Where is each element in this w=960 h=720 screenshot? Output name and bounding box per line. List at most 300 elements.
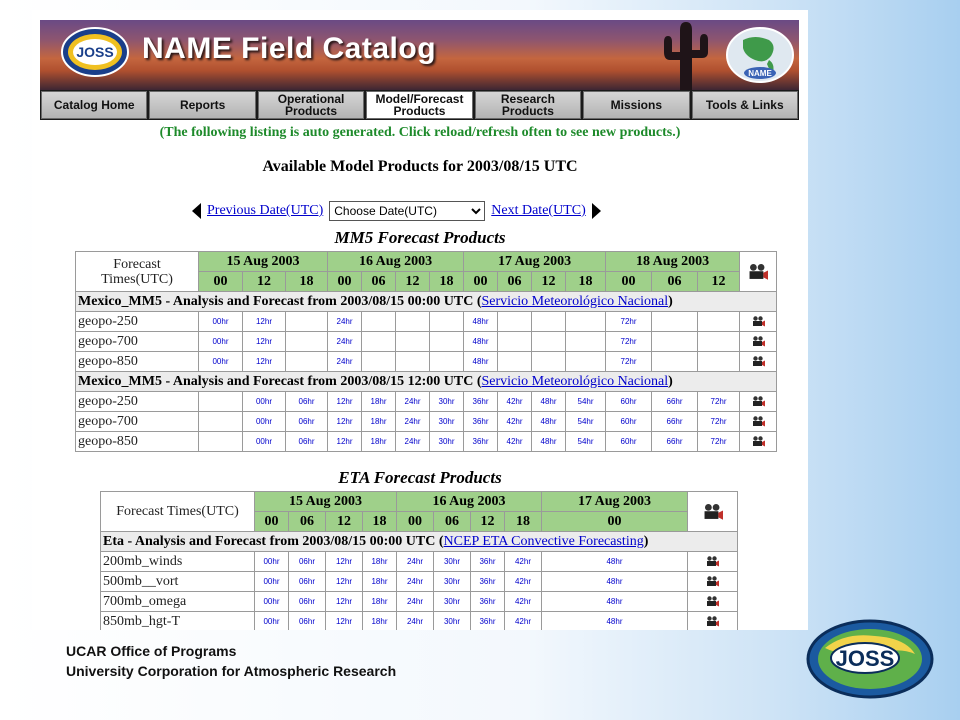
forecast-hour-link[interactable]: 48hr bbox=[606, 557, 623, 566]
hour-header: 18 bbox=[286, 272, 328, 292]
forecast-cell bbox=[199, 432, 243, 452]
forecast-hour-link[interactable]: 18hr bbox=[370, 397, 387, 406]
forecast-cell bbox=[430, 392, 464, 412]
previous-arrow-icon[interactable] bbox=[192, 203, 201, 219]
forecast-hour-link[interactable]: 30hr bbox=[443, 577, 460, 586]
forecast-cell bbox=[505, 592, 542, 612]
forecast-hour-link[interactable]: 30hr bbox=[438, 397, 455, 406]
next-arrow-icon[interactable] bbox=[592, 203, 601, 219]
forecast-cell bbox=[397, 572, 434, 592]
choose-date-select[interactable] bbox=[329, 201, 485, 221]
forecast-hour-link[interactable]: 00hr bbox=[263, 557, 280, 566]
forecast-cell bbox=[505, 552, 542, 572]
hour-header: 18 bbox=[566, 272, 606, 292]
hour-header: 00 bbox=[542, 512, 688, 532]
forecast-hour-link[interactable]: 30hr bbox=[438, 437, 455, 446]
source-link[interactable]: Servicio Meteorológico Nacional bbox=[481, 293, 669, 309]
product-name: 700mb_omega bbox=[101, 592, 255, 612]
forecast-cell bbox=[464, 352, 498, 372]
forecast-hour-link[interactable]: 24hr bbox=[406, 617, 423, 626]
forecast-hour-link[interactable]: 30hr bbox=[438, 417, 455, 426]
forecast-hour-link[interactable]: 42hr bbox=[514, 577, 531, 586]
forecast-cell bbox=[362, 352, 396, 372]
table-row bbox=[76, 432, 777, 452]
auto-generated-notice: (The following listing is auto generated. Click reload/refresh often to see new products.) bbox=[159, 125, 681, 140]
forecast-cell bbox=[199, 312, 243, 332]
hour-header: 06 bbox=[434, 512, 471, 532]
product-name: geopo-700 bbox=[76, 332, 199, 352]
forecast-hour-link[interactable]: 12hr bbox=[335, 597, 352, 606]
forecast-hour-link[interactable]: 00hr bbox=[212, 357, 229, 366]
product-name: geopo-700 bbox=[76, 412, 199, 432]
forecast-hour-link[interactable]: 42hr bbox=[514, 617, 531, 626]
forecast-cell bbox=[328, 332, 362, 352]
table-row bbox=[76, 412, 777, 432]
forecast-cell bbox=[362, 312, 396, 332]
day-header: 16 Aug 2003 bbox=[397, 492, 542, 512]
forecast-hour-link[interactable]: 12hr bbox=[255, 357, 272, 366]
forecast-hour-link[interactable]: 12hr bbox=[255, 317, 272, 326]
hour-header: 12 bbox=[471, 512, 505, 532]
movie-camera-icon[interactable] bbox=[752, 356, 765, 367]
forecast-cell bbox=[566, 412, 606, 432]
animation-cell bbox=[740, 332, 777, 352]
joss-footer-logo-icon bbox=[805, 618, 935, 700]
forecast-cell bbox=[255, 572, 289, 592]
forecast-hour-link[interactable]: 72hr bbox=[620, 337, 637, 346]
forecast-hour-link[interactable]: 72hr bbox=[620, 357, 637, 366]
animation-cell bbox=[688, 572, 738, 592]
forecast-cell bbox=[434, 592, 471, 612]
forecast-cell bbox=[542, 592, 688, 612]
day-header: 15 Aug 2003 bbox=[199, 252, 328, 272]
product-name: geopo-850 bbox=[76, 352, 199, 372]
forecast-hour-link[interactable]: 42hr bbox=[514, 597, 531, 606]
forecast-cell bbox=[289, 592, 326, 612]
forecast-cell bbox=[532, 312, 566, 332]
forecast-cell bbox=[532, 432, 566, 452]
forecast-cell bbox=[199, 352, 243, 372]
forecast-cell bbox=[243, 312, 286, 332]
animation-cell bbox=[688, 592, 738, 612]
forecast-cell bbox=[471, 572, 505, 592]
forecast-hour-link[interactable]: 06hr bbox=[298, 557, 315, 566]
forecast-hour-link[interactable]: 12hr bbox=[335, 617, 352, 626]
forecast-cell bbox=[243, 392, 286, 412]
forecast-cell bbox=[362, 412, 396, 432]
forecast-cell bbox=[396, 392, 430, 412]
forecast-hour-link[interactable]: 72hr bbox=[710, 417, 727, 426]
forecast-hour-link[interactable]: 06hr bbox=[298, 437, 315, 446]
forecast-cell bbox=[289, 612, 326, 631]
forecast-cell bbox=[471, 592, 505, 612]
run-group-header bbox=[76, 372, 777, 392]
forecast-hour-link[interactable]: 24hr bbox=[336, 317, 353, 326]
forecast-hour-link[interactable]: 12hr bbox=[335, 577, 352, 586]
tab-tools-links[interactable]: Tools & Links bbox=[692, 91, 798, 119]
forecast-hour-link[interactable]: 72hr bbox=[620, 317, 637, 326]
forecast-cell bbox=[498, 432, 532, 452]
forecast-hour-link[interactable]: 60hr bbox=[620, 417, 637, 426]
forecast-hour-link[interactable]: 18hr bbox=[371, 617, 388, 626]
run-group-suffix: ) bbox=[668, 293, 673, 309]
forecast-hour-link[interactable]: 42hr bbox=[514, 557, 531, 566]
forecast-hour-link[interactable]: 24hr bbox=[336, 357, 353, 366]
forecast-cell bbox=[652, 312, 698, 332]
forecast-hour-link[interactable]: 36hr bbox=[472, 437, 489, 446]
table-row bbox=[101, 552, 738, 572]
run-group-title: Mexico_MM5 - Analysis and Forecast from 2003/08/15 00:00 UTC ( bbox=[78, 293, 482, 309]
animation-cell bbox=[688, 552, 738, 572]
forecast-hour-link[interactable]: 36hr bbox=[472, 397, 489, 406]
forecast-times-header: Forecast Times(UTC) bbox=[101, 492, 255, 532]
forecast-hour-link[interactable]: 42hr bbox=[506, 397, 523, 406]
movie-camera-icon[interactable] bbox=[706, 616, 719, 627]
forecast-cell bbox=[328, 392, 362, 412]
forecast-hour-link[interactable]: 24hr bbox=[404, 437, 421, 446]
forecast-hour-link[interactable]: 12hr bbox=[336, 437, 353, 446]
next-date-link[interactable]: Next Date(UTC) bbox=[491, 203, 586, 218]
forecast-cell bbox=[328, 312, 362, 332]
forecast-cell bbox=[286, 392, 328, 412]
run-group-header bbox=[101, 532, 738, 552]
forecast-hour-link[interactable]: 60hr bbox=[620, 437, 637, 446]
forecast-times-header: Forecast Times(UTC) bbox=[76, 252, 199, 292]
forecast-hour-link[interactable]: 00hr bbox=[212, 337, 229, 346]
tab-operational-products[interactable]: Operational Products bbox=[258, 91, 364, 119]
forecast-cell bbox=[542, 552, 688, 572]
forecast-cell bbox=[397, 612, 434, 631]
hour-header: 06 bbox=[498, 272, 532, 292]
date-navigation bbox=[192, 198, 652, 224]
footer bbox=[66, 641, 396, 681]
eta-products-table bbox=[100, 491, 738, 630]
forecast-hour-link[interactable]: 48hr bbox=[606, 597, 623, 606]
forecast-cell bbox=[566, 392, 606, 412]
forecast-hour-link[interactable]: 24hr bbox=[404, 397, 421, 406]
forecast-hour-link[interactable]: 00hr bbox=[255, 397, 272, 406]
joss-logo-icon[interactable] bbox=[60, 26, 130, 78]
forecast-cell bbox=[289, 572, 326, 592]
movie-camera-icon[interactable] bbox=[752, 336, 765, 347]
forecast-cell bbox=[532, 332, 566, 352]
forecast-hour-link[interactable]: 72hr bbox=[710, 397, 727, 406]
forecast-hour-link[interactable]: 06hr bbox=[298, 417, 315, 426]
tab-research-products[interactable]: Research Products bbox=[475, 91, 581, 119]
hour-header: 00 bbox=[397, 512, 434, 532]
hour-header: 06 bbox=[652, 272, 698, 292]
animation-cell bbox=[740, 412, 777, 432]
forecast-hour-link[interactable]: 36hr bbox=[479, 577, 496, 586]
forecast-hour-link[interactable]: 54hr bbox=[577, 437, 594, 446]
forecast-cell bbox=[326, 572, 363, 592]
forecast-cell bbox=[505, 572, 542, 592]
forecast-hour-link[interactable]: 12hr bbox=[255, 337, 272, 346]
table-row bbox=[76, 312, 777, 332]
forecast-cell bbox=[243, 332, 286, 352]
forecast-cell bbox=[464, 392, 498, 412]
forecast-hour-link[interactable]: 00hr bbox=[263, 577, 280, 586]
forecast-cell bbox=[542, 572, 688, 592]
forecast-hour-link[interactable]: 24hr bbox=[406, 557, 423, 566]
previous-date-link[interactable]: Previous Date(UTC) bbox=[207, 203, 324, 218]
day-header: 15 Aug 2003 bbox=[255, 492, 397, 512]
forecast-hour-link[interactable]: 12hr bbox=[336, 417, 353, 426]
forecast-hour-link[interactable]: 06hr bbox=[298, 617, 315, 626]
name-logo-icon[interactable] bbox=[725, 26, 795, 84]
svg-text:NAME: NAME bbox=[748, 69, 772, 78]
forecast-hour-link[interactable]: 48hr bbox=[540, 397, 557, 406]
forecast-hour-link[interactable]: 00hr bbox=[255, 437, 272, 446]
tab-missions[interactable]: Missions bbox=[583, 91, 689, 119]
forecast-cell bbox=[652, 432, 698, 452]
hour-header: 12 bbox=[243, 272, 286, 292]
forecast-hour-link[interactable]: 30hr bbox=[443, 597, 460, 606]
forecast-cell bbox=[471, 552, 505, 572]
forecast-cell bbox=[396, 352, 430, 372]
forecast-cell bbox=[434, 612, 471, 631]
svg-text:JOSS: JOSS bbox=[76, 44, 114, 60]
animation-header-cell bbox=[740, 252, 777, 292]
forecast-cell bbox=[397, 552, 434, 572]
movie-camera-icon[interactable] bbox=[748, 263, 768, 281]
forecast-cell bbox=[363, 612, 397, 631]
table-row bbox=[76, 392, 777, 412]
product-name: geopo-250 bbox=[76, 312, 199, 332]
forecast-hour-link[interactable]: 00hr bbox=[255, 417, 272, 426]
forecast-hour-link[interactable]: 66hr bbox=[666, 397, 683, 406]
tab-reports[interactable]: Reports bbox=[149, 91, 255, 119]
forecast-cell bbox=[606, 392, 652, 412]
forecast-cell bbox=[505, 612, 542, 631]
forecast-hour-link[interactable]: 48hr bbox=[540, 437, 557, 446]
forecast-hour-link[interactable]: 30hr bbox=[443, 617, 460, 626]
product-name: geopo-850 bbox=[76, 432, 199, 452]
day-header: 18 Aug 2003 bbox=[606, 252, 740, 272]
forecast-cell bbox=[532, 352, 566, 372]
forecast-cell bbox=[199, 412, 243, 432]
animation-cell bbox=[740, 312, 777, 332]
forecast-hour-link[interactable]: 54hr bbox=[577, 417, 594, 426]
forecast-cell bbox=[464, 432, 498, 452]
forecast-cell bbox=[698, 412, 740, 432]
product-name: geopo-250 bbox=[76, 392, 199, 412]
forecast-cell bbox=[286, 352, 328, 372]
hour-header: 12 bbox=[532, 272, 566, 292]
forecast-hour-link[interactable]: 06hr bbox=[298, 577, 315, 586]
forecast-hour-link[interactable]: 18hr bbox=[371, 557, 388, 566]
forecast-cell bbox=[286, 332, 328, 352]
forecast-hour-link[interactable]: 48hr bbox=[606, 577, 623, 586]
animation-cell bbox=[740, 432, 777, 452]
forecast-cell bbox=[464, 312, 498, 332]
forecast-cell bbox=[566, 332, 606, 352]
movie-camera-icon[interactable] bbox=[703, 503, 723, 521]
forecast-cell bbox=[652, 392, 698, 412]
forecast-cell bbox=[243, 432, 286, 452]
forecast-hour-link[interactable]: 42hr bbox=[506, 417, 523, 426]
product-name: 200mb_winds bbox=[101, 552, 255, 572]
forecast-cell bbox=[326, 592, 363, 612]
main-nav bbox=[40, 90, 799, 120]
forecast-cell bbox=[362, 332, 396, 352]
forecast-hour-link[interactable]: 48hr bbox=[472, 357, 489, 366]
forecast-cell bbox=[255, 592, 289, 612]
forecast-hour-link[interactable]: 18hr bbox=[370, 437, 387, 446]
forecast-cell bbox=[698, 352, 740, 372]
movie-camera-icon[interactable] bbox=[752, 436, 765, 447]
day-header: 16 Aug 2003 bbox=[328, 252, 464, 272]
svg-text:JOSS: JOSS bbox=[835, 646, 895, 671]
animation-cell bbox=[688, 612, 738, 631]
forecast-cell bbox=[606, 312, 652, 332]
mm5-products-table bbox=[75, 251, 777, 452]
page-title: NAME Field Catalog bbox=[142, 32, 437, 65]
forecast-cell bbox=[430, 432, 464, 452]
movie-camera-icon[interactable] bbox=[706, 556, 719, 567]
forecast-hour-link[interactable]: 06hr bbox=[298, 597, 315, 606]
hour-header: 00 bbox=[328, 272, 362, 292]
product-name: 850mb_hgt-T bbox=[101, 612, 255, 631]
run-group-title: Eta - Analysis and Forecast from 2003/08/15 00:00 UTC ( bbox=[103, 533, 444, 549]
animation-header-cell bbox=[688, 492, 738, 532]
forecast-hour-link[interactable]: 36hr bbox=[479, 617, 496, 626]
forecast-hour-link[interactable]: 72hr bbox=[710, 437, 727, 446]
forecast-cell bbox=[566, 432, 606, 452]
movie-camera-icon[interactable] bbox=[752, 316, 765, 327]
hour-header: 06 bbox=[362, 272, 396, 292]
forecast-hour-link[interactable]: 48hr bbox=[472, 317, 489, 326]
forecast-cell bbox=[286, 412, 328, 432]
hour-header: 12 bbox=[396, 272, 430, 292]
forecast-hour-link[interactable]: 36hr bbox=[479, 597, 496, 606]
forecast-cell bbox=[328, 432, 362, 452]
day-header: 17 Aug 2003 bbox=[542, 492, 688, 512]
forecast-cell bbox=[698, 392, 740, 412]
tab-model-forecast-products[interactable]: Model/Forecast Products bbox=[366, 91, 472, 119]
movie-camera-icon[interactable] bbox=[706, 576, 719, 587]
forecast-cell bbox=[430, 412, 464, 432]
forecast-hour-link[interactable]: 48hr bbox=[540, 417, 557, 426]
forecast-cell bbox=[396, 412, 430, 432]
forecast-cell bbox=[362, 392, 396, 412]
eta-section-title: ETA Forecast Products bbox=[338, 468, 502, 487]
hour-header: 00 bbox=[199, 272, 243, 292]
site-banner bbox=[40, 20, 799, 92]
forecast-cell bbox=[606, 412, 652, 432]
forecast-hour-link[interactable]: 60hr bbox=[620, 397, 637, 406]
run-group-header bbox=[76, 292, 777, 312]
run-group-suffix: ) bbox=[668, 373, 673, 389]
animation-cell bbox=[740, 392, 777, 412]
mm5-section-title: MM5 Forecast Products bbox=[334, 228, 506, 247]
hour-header: 00 bbox=[606, 272, 652, 292]
forecast-cell bbox=[199, 332, 243, 352]
forecast-cell bbox=[498, 332, 532, 352]
browser-page bbox=[32, 10, 808, 630]
forecast-cell bbox=[255, 612, 289, 631]
hour-header: 12 bbox=[698, 272, 740, 292]
forecast-cell bbox=[243, 352, 286, 372]
hour-header: 18 bbox=[363, 512, 397, 532]
tab-catalog-home[interactable]: Catalog Home bbox=[41, 91, 147, 119]
forecast-cell bbox=[652, 412, 698, 432]
forecast-hour-link[interactable]: 18hr bbox=[371, 597, 388, 606]
forecast-hour-link[interactable]: 24hr bbox=[406, 577, 423, 586]
available-products-title: Available Model Products for 2003/08/15 UTC bbox=[262, 158, 578, 175]
forecast-hour-link[interactable]: 00hr bbox=[263, 617, 280, 626]
hour-header: 18 bbox=[505, 512, 542, 532]
forecast-hour-link[interactable]: 00hr bbox=[263, 597, 280, 606]
forecast-hour-link[interactable]: 00hr bbox=[212, 317, 229, 326]
forecast-cell bbox=[430, 332, 464, 352]
forecast-cell bbox=[698, 432, 740, 452]
forecast-hour-link[interactable]: 42hr bbox=[506, 437, 523, 446]
run-group-suffix: ) bbox=[643, 533, 649, 549]
source-link[interactable]: Servicio Meteorológico Nacional bbox=[481, 373, 669, 389]
forecast-hour-link[interactable]: 06hr bbox=[298, 397, 315, 406]
movie-camera-icon[interactable] bbox=[752, 396, 765, 407]
forecast-hour-link[interactable]: 24hr bbox=[406, 597, 423, 606]
forecast-hour-link[interactable]: 18hr bbox=[371, 577, 388, 586]
forecast-hour-link[interactable]: 48hr bbox=[606, 617, 623, 626]
forecast-cell bbox=[532, 412, 566, 432]
forecast-cell bbox=[464, 412, 498, 432]
forecast-cell bbox=[328, 412, 362, 432]
forecast-cell bbox=[652, 352, 698, 372]
hour-header: 18 bbox=[430, 272, 464, 292]
forecast-cell bbox=[606, 432, 652, 452]
forecast-hour-link[interactable]: 12hr bbox=[335, 557, 352, 566]
forecast-cell bbox=[464, 332, 498, 352]
forecast-cell bbox=[542, 612, 688, 631]
forecast-hour-link[interactable]: 24hr bbox=[336, 337, 353, 346]
table-row bbox=[76, 352, 777, 372]
forecast-cell bbox=[498, 392, 532, 412]
forecast-cell bbox=[652, 332, 698, 352]
forecast-hour-link[interactable]: 18hr bbox=[370, 417, 387, 426]
animation-cell bbox=[740, 352, 777, 372]
hour-header: 06 bbox=[289, 512, 326, 532]
forecast-cell bbox=[199, 392, 243, 412]
forecast-hour-link[interactable]: 48hr bbox=[472, 337, 489, 346]
forecast-cell bbox=[326, 612, 363, 631]
forecast-hour-link[interactable]: 24hr bbox=[404, 417, 421, 426]
forecast-cell bbox=[396, 332, 430, 352]
movie-camera-icon[interactable] bbox=[752, 416, 765, 427]
forecast-hour-link[interactable]: 30hr bbox=[443, 557, 460, 566]
movie-camera-icon[interactable] bbox=[706, 596, 719, 607]
forecast-hour-link[interactable]: 36hr bbox=[472, 417, 489, 426]
forecast-cell bbox=[498, 412, 532, 432]
table-row bbox=[101, 572, 738, 592]
forecast-cell bbox=[255, 552, 289, 572]
forecast-cell bbox=[326, 552, 363, 572]
source-link[interactable]: NCEP ETA Convective Forecasting bbox=[443, 533, 644, 549]
forecast-hour-link[interactable]: 36hr bbox=[479, 557, 496, 566]
forecast-cell bbox=[396, 432, 430, 452]
forecast-cell bbox=[328, 352, 362, 372]
forecast-cell bbox=[362, 432, 396, 452]
forecast-hour-link[interactable]: 12hr bbox=[336, 397, 353, 406]
forecast-hour-link[interactable]: 54hr bbox=[577, 397, 594, 406]
day-header: 17 Aug 2003 bbox=[464, 252, 606, 272]
forecast-cell bbox=[434, 572, 471, 592]
forecast-hour-link[interactable]: 66hr bbox=[666, 437, 683, 446]
forecast-hour-link[interactable]: 66hr bbox=[666, 417, 683, 426]
table-row bbox=[101, 592, 738, 612]
product-name: 500mb__vort bbox=[101, 572, 255, 592]
